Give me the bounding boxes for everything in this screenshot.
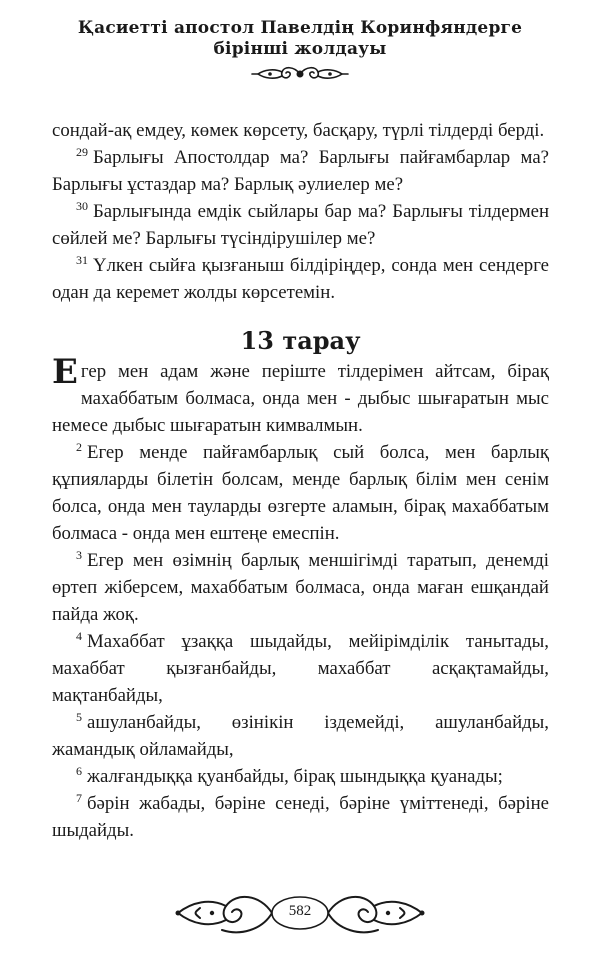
verse-number: 2 xyxy=(76,440,82,454)
verse-3 xyxy=(52,547,549,628)
verse-1 xyxy=(52,352,549,439)
verse-number: 3 xyxy=(76,548,82,562)
verse-28-continuation xyxy=(52,117,549,144)
verse-number: 5 xyxy=(76,710,82,724)
verse-text: жалғандыққа қуанбайды, бірақ шындыққа қуанады; xyxy=(87,766,503,787)
header-ornament-icon xyxy=(250,62,350,86)
verse-number: 31 xyxy=(76,253,88,267)
verse-text: Барлығында емдік сыйлары бар ма? Барлығы тілдермен сөйлей ме? Барлығы түсіндірушілер ме? xyxy=(52,201,549,249)
verse-number: 29 xyxy=(76,145,88,159)
verse-4 xyxy=(52,628,549,709)
verse-5 xyxy=(52,709,549,763)
verse-number: 4 xyxy=(76,629,82,643)
verse-text: бәрін жабады, бәріне сенеді, бәріне үміттенеді, бәріне шыдайды. xyxy=(52,793,549,841)
verse-text: Барлығы Апостолдар ма? Барлығы пайғамбарлар ма? Барлығы ұстаздар ма? Барлық әулиелер ме? xyxy=(52,147,549,195)
verse-text: сондай-ақ емдеу, көмек көрсету, басқару, түрлі тілдерді берді. xyxy=(52,120,545,141)
verse-number: 30 xyxy=(76,199,88,213)
verse-number: 7 xyxy=(76,791,82,805)
verse-text: Егер мен өзімнің барлық меншігімді таратып, денемді өртеп жіберсем, махаббатым болмаса, онда маған ешқандай пайда жоқ. xyxy=(52,550,549,625)
scripture-text xyxy=(52,117,549,844)
verse-2 xyxy=(52,439,549,547)
chapter-title: 13 тарау xyxy=(240,326,361,355)
verse-text: ашуланбайды, өзінікін іздемейді, ашуланбайды, жамандық ойламайды, xyxy=(52,712,549,760)
verse-29 xyxy=(52,144,549,198)
verse-31 xyxy=(52,252,549,306)
header-line-2: бірінші жолдауы xyxy=(213,39,387,59)
header-line-1: Қасиетті апостол Павелдің Коринфяндерге xyxy=(77,18,523,38)
running-header xyxy=(0,18,600,60)
verse-30 xyxy=(52,198,549,252)
verse-7 xyxy=(52,790,549,844)
verse-text: Махаббат ұзаққа шыдайды, мейірімділік танытады, махаббат қызғанбайды, махаббат асқақтамайды, мақтанбайды, xyxy=(52,631,549,706)
verse-text: Егер менде пайғамбарлық сый болса, мен барлық құпияларды білетін болсам, менде барлық білім мен сенім болса, онда мен тауларды өзгерте аламын, бірақ махаббатым болмаса - онда мен ештеңе емеспін. xyxy=(52,442,549,544)
verse-number: 6 xyxy=(76,764,82,778)
verse-6 xyxy=(52,763,549,790)
verse-text: Үлкен сыйға қызғаныш білдіріңдер, сонда мен сендерге одан да керемет жолды көрсетемін. xyxy=(52,255,549,303)
page-number: 582 xyxy=(288,903,312,919)
drop-cap: Е xyxy=(52,352,78,392)
verse-text: гер мен адам және періште тілдерімен айтсам, бірақ махаббатым болмаса, онда мен - дыбыс шығаратын мыс немесе дыбыс шығаратын кимвалмын. xyxy=(52,361,549,436)
